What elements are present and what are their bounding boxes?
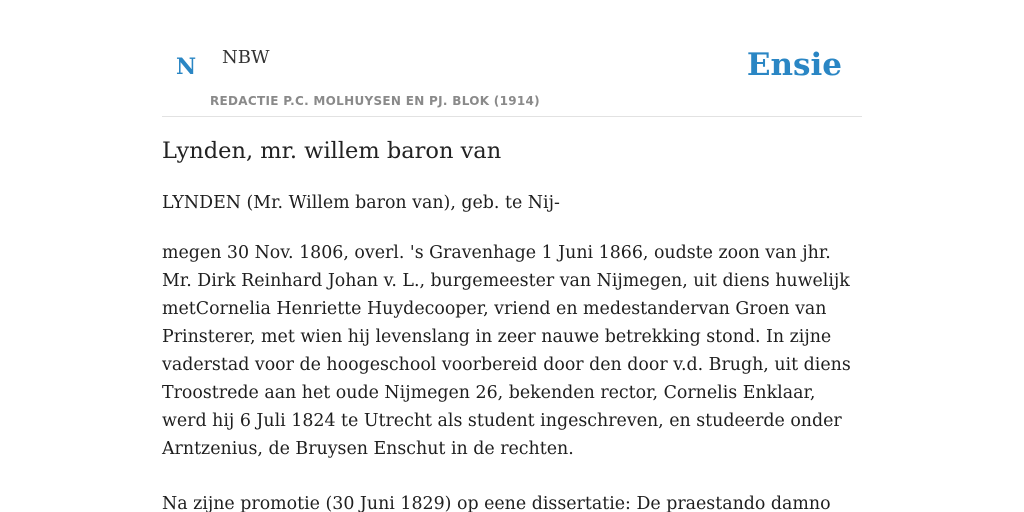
article-paragraph: Na zijne promotie (30 Juni 1829) op eene dissertatie: De praestando damno bbox=[162, 494, 831, 512]
article-title: Lynden, mr. willem baron van bbox=[162, 138, 502, 164]
source-badge[interactable]: N bbox=[176, 54, 197, 80]
article-intro: LYNDEN (Mr. Willem baron van), geb. te Nij- bbox=[162, 193, 560, 213]
header bbox=[162, 0, 862, 117]
source-editors: REDACTIE P.C. MOLHUYSEN EN PJ. BLOK (1914) bbox=[210, 94, 540, 108]
ensie-logo[interactable]: Ensie bbox=[746, 47, 842, 83]
source-name[interactable]: NBW bbox=[222, 47, 270, 68]
article-paragraph: megen 30 Nov. 1806, overl. 's Gravenhage 1 Juni 1866, oudste zoon van jhr. Mr. Dirk Reinhard Johan v. L., burgemeester van Nijmegen, uit diens huwelijk metCornelia Henriette Huydecooper, vriend en medestandervan Groen van Prinsterer, met wien hij levenslang in zeer nauwe betrekking stond. In zijne vaderstad voor de hoogeschool voorbereid door den door v.d. Brugh, uit diens Troostrede aan het oude Nijmegen 26, bekenden rector, Cornelis Enklaar, werd hij 6 Juli 1824 te Utrecht als student ingeschreven, en studeerde onder Arntzenius, de Bruysen Enschut in de rechten. bbox=[162, 243, 851, 459]
